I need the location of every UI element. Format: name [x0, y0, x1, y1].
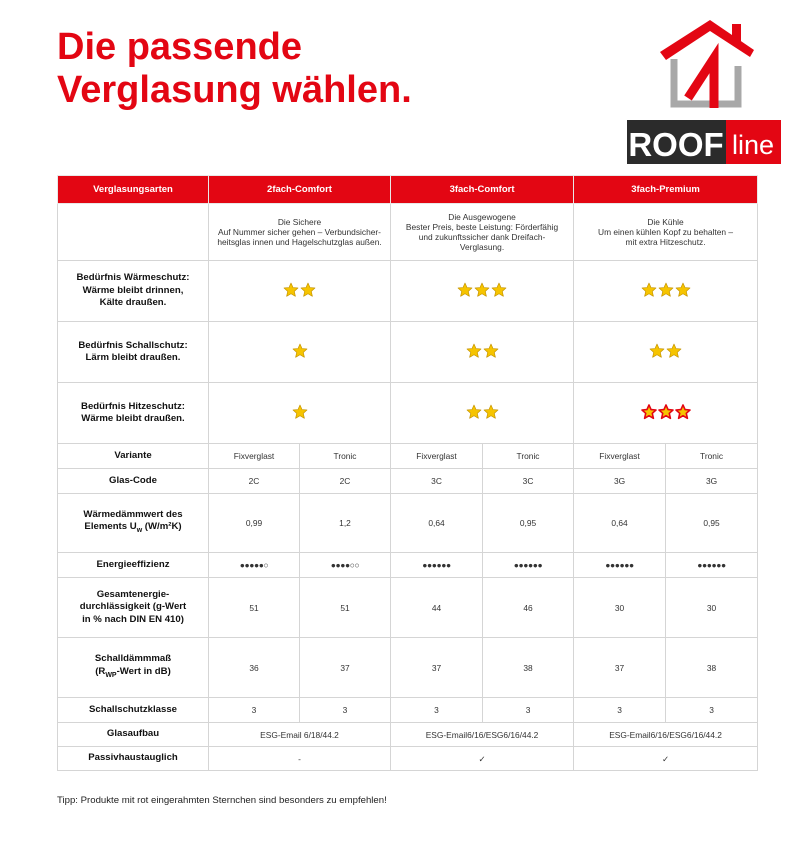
value-cell: 37 [300, 638, 391, 698]
row-label: Glas-Code [58, 469, 209, 494]
aufbau-row [58, 723, 758, 747]
row-label: Glasaufbau [58, 723, 209, 747]
need-row [58, 322, 758, 383]
passive-house-value: ✓ [391, 747, 574, 771]
star-icon [649, 343, 665, 359]
uw-value: 1,2 [300, 494, 391, 553]
energy-dots-icon: ●●●●●● [605, 560, 634, 570]
value-cell: 30 [574, 578, 666, 638]
star-rating [391, 383, 574, 444]
star-icon [292, 343, 308, 359]
row-label [58, 638, 209, 698]
star-group [641, 404, 691, 420]
star-icon [474, 282, 490, 298]
value-cell: 3 [666, 698, 758, 723]
glass-build: ESG-Email 6/18/44.2 [209, 723, 391, 747]
energy-dots-icon: ●●●●○○ [330, 560, 360, 570]
g-value-row [58, 578, 758, 638]
energy-rating [209, 553, 300, 578]
star-group [641, 282, 691, 298]
label-text: Schalldämmmaß [94, 653, 172, 665]
star-icon [483, 404, 499, 420]
klasse-row [58, 698, 758, 723]
table-header-row [58, 176, 758, 204]
page-title [57, 26, 412, 112]
glass-build: ESG-Email6/16/ESG6/16/44.2 [574, 723, 758, 747]
value-cell: 36 [209, 638, 300, 698]
energy-row [58, 553, 758, 578]
value-cell: Tronic [483, 444, 574, 469]
star-rating [209, 261, 391, 322]
uw-value: 0,64 [391, 494, 483, 553]
star-icon [641, 282, 657, 298]
energy-rating [483, 553, 574, 578]
variant-row [58, 444, 758, 469]
roofline-logo [626, 14, 782, 166]
value-cell: 51 [209, 578, 300, 638]
star-group [457, 282, 507, 298]
uw-row [58, 494, 758, 553]
column-header: 3fach-Comfort [391, 176, 574, 204]
schall-row [58, 638, 758, 698]
value-cell: 3 [391, 698, 483, 723]
label-text: (R [95, 665, 106, 677]
star-icon [483, 343, 499, 359]
logo-text-roof: ROOF [628, 126, 724, 163]
star-icon [675, 404, 691, 420]
star-icon [641, 404, 657, 420]
star-group [292, 343, 308, 359]
star-icon [658, 282, 674, 298]
value-cell: 30 [666, 578, 758, 638]
uw-value: 0,95 [483, 494, 574, 553]
star-icon [666, 343, 682, 359]
value-cell: 37 [574, 638, 666, 698]
uw-value: 0,64 [574, 494, 666, 553]
passive-house-value: - [209, 747, 391, 771]
empty-cell [58, 204, 209, 261]
star-icon [658, 404, 674, 420]
value-cell: Fixverglast [574, 444, 666, 469]
product-description: Die Sichere Auf Nummer sicher gehen – Verbundsicher- heitsglas innen und Hagelschutzglas außen. [209, 204, 391, 261]
energy-rating [666, 553, 758, 578]
star-rating [574, 261, 758, 322]
star-rating [391, 261, 574, 322]
value-cell: 3 [483, 698, 574, 723]
star-icon [466, 404, 482, 420]
logo-text-line: line [731, 130, 775, 160]
value-cell: Fixverglast [209, 444, 300, 469]
star-icon [457, 282, 473, 298]
value-cell: Tronic [666, 444, 758, 469]
star-group [466, 343, 499, 359]
star-icon [300, 282, 316, 298]
column-header: Verglasungsarten [58, 176, 209, 204]
star-group [283, 282, 316, 298]
energy-rating [574, 553, 666, 578]
value-cell: 44 [391, 578, 483, 638]
tip-note: Tipp: Produkte mit rot eingerahmten Sternchen sind besonders zu empfehlen! [57, 795, 387, 806]
star-rating [391, 322, 574, 383]
energy-rating [391, 553, 483, 578]
row-label: Gesamtenergie- durchlässigkeit (g-Wert in % nach DIN EN 410) [58, 578, 209, 638]
value-cell: 2C [209, 469, 300, 494]
value-cell: Fixverglast [391, 444, 483, 469]
label-subscript: WP [105, 671, 117, 679]
need-label: Bedürfnis Hitzeschutz: Wärme bleibt draußen. [58, 383, 209, 444]
row-label: Variante [58, 444, 209, 469]
value-cell: 3G [666, 469, 758, 494]
column-header: 3fach-Premium [574, 176, 758, 204]
row-label: Energieeffizienz [58, 553, 209, 578]
value-cell: 3 [300, 698, 391, 723]
need-label: Bedürfnis Wärmeschutz: Wärme bleibt drinnen, Kälte draußen. [58, 261, 209, 322]
product-description: Die Ausgewogene Bester Preis, beste Leistung: Förderfähig und zukunftssicher dank Dreifach- Verglasung. [391, 204, 574, 261]
uw-value: 0,99 [209, 494, 300, 553]
value-cell: 38 [666, 638, 758, 698]
energy-dots-icon: ●●●●●● [422, 560, 451, 570]
value-cell: 2C [300, 469, 391, 494]
value-cell: Tronic [300, 444, 391, 469]
star-rating [209, 383, 391, 444]
star-group [466, 404, 499, 420]
glascode-row [58, 469, 758, 494]
star-icon [466, 343, 482, 359]
value-cell: 37 [391, 638, 483, 698]
uw-value: 0,95 [666, 494, 758, 553]
star-group [649, 343, 682, 359]
label-subscript: w [136, 526, 143, 534]
passive-house-value: ✓ [574, 747, 758, 771]
description-row [58, 204, 758, 261]
row-label: Schallschutzklasse [58, 698, 209, 723]
title-line-1: Die passende [57, 26, 302, 68]
logo-chimney [732, 24, 741, 41]
value-cell: 3C [391, 469, 483, 494]
star-group [292, 404, 308, 420]
energy-dots-icon: ●●●●●● [697, 560, 726, 570]
column-header: 2fach-Comfort [209, 176, 391, 204]
value-cell: 3 [574, 698, 666, 723]
label-text: Wärmedämmwert des Elements U [83, 508, 183, 533]
star-icon [491, 282, 507, 298]
title-line-2: Verglasung wählen. [57, 69, 412, 111]
value-cell: 38 [483, 638, 574, 698]
energy-rating [300, 553, 391, 578]
row-label [58, 494, 209, 553]
need-row [58, 383, 758, 444]
value-cell: 3G [574, 469, 666, 494]
star-icon [675, 282, 691, 298]
value-cell: 51 [300, 578, 391, 638]
value-cell: 3C [483, 469, 574, 494]
star-rating [574, 383, 758, 444]
product-description: Die Kühle Um einen kühlen Kopf zu behalten – mit extra Hitzeschutz. [574, 204, 758, 261]
star-rating [574, 322, 758, 383]
label-text-end: -Wert in dB) [116, 665, 171, 677]
row-label: Passivhaustauglich [58, 747, 209, 771]
star-icon [292, 404, 308, 420]
need-row [58, 261, 758, 322]
star-rating [209, 322, 391, 383]
passiv-row [58, 747, 758, 771]
glass-build: ESG-Email6/16/ESG6/16/44.2 [391, 723, 574, 747]
need-label: Bedürfnis Schallschutz: Lärm bleibt draußen. [58, 322, 209, 383]
glazing-comparison-table [57, 175, 758, 771]
label-text-end: (W/m²K) [142, 521, 182, 533]
value-cell: 46 [483, 578, 574, 638]
value-cell: 3 [209, 698, 300, 723]
energy-dots-icon: ●●●●●● [513, 560, 543, 570]
star-icon [283, 282, 299, 298]
energy-dots-icon: ●●●●●○ [239, 560, 269, 570]
